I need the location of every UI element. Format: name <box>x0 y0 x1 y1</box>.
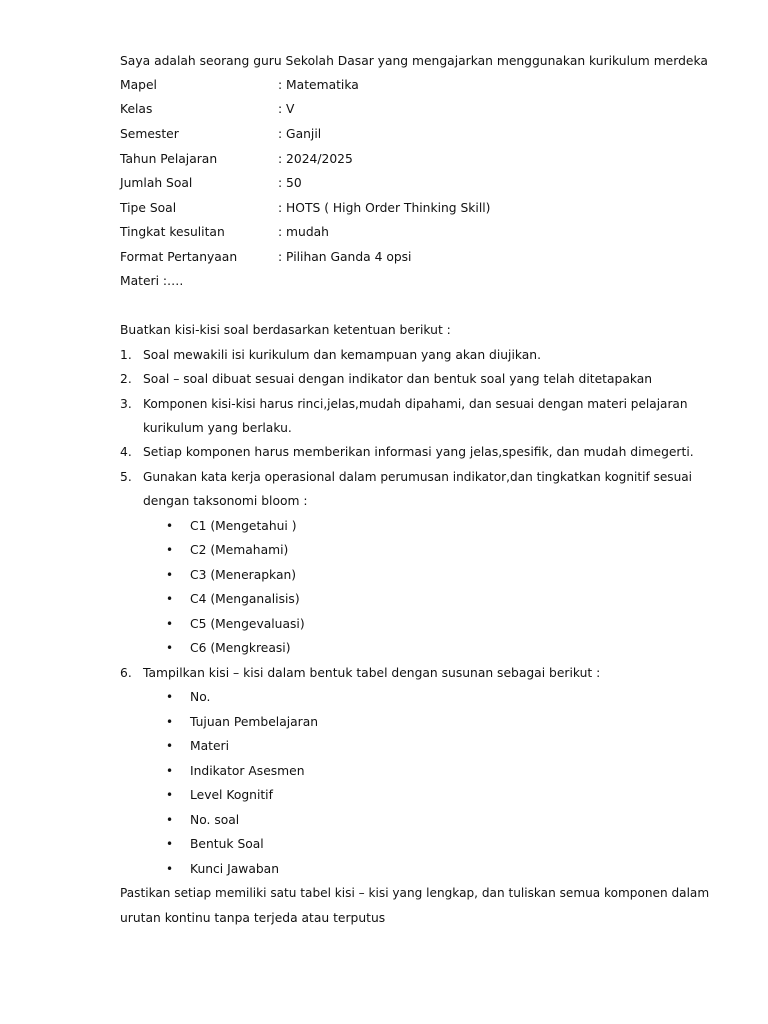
materi-line: Materi :…. <box>120 274 184 288</box>
field-key-semester: Semester <box>120 127 179 141</box>
table-column-name: Kunci Jawaban <box>190 862 280 876</box>
field-value-mapel: : Matematika <box>278 78 359 92</box>
list-number: 4. <box>120 445 132 459</box>
field-key-tipe-soal: Tipe Soal <box>120 201 177 215</box>
list-item-text-continued: kurikulum yang berlaku. <box>143 421 292 435</box>
bloom-level: C1 (Mengetahui ) <box>190 519 297 533</box>
field-key-format-pertanyaan: Format Pertanyaan <box>120 250 238 264</box>
list-item-text: Setiap komponen harus memberikan informasi yang jelas,spesifik, dan mudah dimegerti. <box>143 445 694 459</box>
field-key-mapel: Mapel <box>120 78 157 92</box>
bullet-icon: • <box>166 813 174 827</box>
bloom-level: C2 (Memahami) <box>190 543 289 557</box>
bloom-level: C4 (Menganalisis) <box>190 592 300 606</box>
list-item-text: Soal mewakili isi kurikulum dan kemampuan yang akan diujikan. <box>143 348 542 362</box>
list-item-text: Gunakan kata kerja operasional dalam perumusan indikator,dan tingkatkan kognitif sesuai <box>143 470 693 484</box>
closing-paragraph-line: Pastikan setiap memiliki satu tabel kisi – kisi yang lengkap, dan tuliskan semua komponen dalam <box>120 886 710 900</box>
field-key-jumlah-soal: Jumlah Soal <box>120 176 193 190</box>
field-value-format-pertanyaan: : Pilihan Ganda 4 opsi <box>278 250 412 264</box>
bloom-level: C6 (Mengkreasi) <box>190 641 291 655</box>
bullet-icon: • <box>166 764 174 778</box>
bullet-icon: • <box>166 862 174 876</box>
table-column-name: Materi <box>190 739 230 753</box>
list-item-text: Soal – soal dibuat sesuai dengan indikator dan bentuk soal yang telah ditetapakan <box>143 372 653 386</box>
list-number: 6. <box>120 666 132 680</box>
field-value-semester: : Ganjil <box>278 127 322 141</box>
bullet-icon: • <box>166 592 174 606</box>
list-number: 1. <box>120 348 132 362</box>
closing-paragraph-line: urutan kontinu tanpa terjeda atau terputus <box>120 911 386 925</box>
bullet-icon: • <box>166 837 174 851</box>
table-column-name: Level Kognitif <box>190 788 273 802</box>
list-number: 3. <box>120 397 132 411</box>
bullet-icon: • <box>166 641 174 655</box>
field-value-tahun-pelajaran: : 2024/2025 <box>278 152 353 166</box>
bullet-icon: • <box>166 617 174 631</box>
table-column-name: Bentuk Soal <box>190 837 264 851</box>
list-item-text: Komponen kisi-kisi harus rinci,jelas,mudah dipahami, dan sesuai dengan materi pelajaran <box>143 397 688 411</box>
field-key-tingkat-kesulitan: Tingkat kesulitan <box>120 225 225 239</box>
field-key-kelas: Kelas <box>120 102 153 116</box>
bullet-icon: • <box>166 690 174 704</box>
list-item-text-continued: dengan taksonomi bloom : <box>143 494 308 508</box>
field-value-jumlah-soal: : 50 <box>278 176 302 190</box>
bullet-icon: • <box>166 788 174 802</box>
field-value-tipe-soal: : HOTS ( High Order Thinking Skill) <box>278 201 491 215</box>
table-column-name: No. <box>190 690 211 704</box>
list-item-text: Tampilkan kisi – kisi dalam bentuk tabel dengan susunan sebagai berikut : <box>143 666 601 680</box>
table-column-name: Tujuan Pembelajaran <box>190 715 319 729</box>
bullet-icon: • <box>166 739 174 753</box>
list-number: 2. <box>120 372 132 386</box>
intro-line: Saya adalah seorang guru Sekolah Dasar yang mengajarkan menggunakan kurikulum merdeka <box>120 54 708 68</box>
bullet-icon: • <box>166 715 174 729</box>
field-value-kelas: : V <box>278 102 295 116</box>
bullet-icon: • <box>166 568 174 582</box>
bullet-icon: • <box>166 519 174 533</box>
bloom-level: C5 (Mengevaluasi) <box>190 617 305 631</box>
bullet-icon: • <box>166 543 174 557</box>
field-value-tingkat-kesulitan: : mudah <box>278 225 329 239</box>
table-column-name: No. soal <box>190 813 240 827</box>
bloom-level: C3 (Menerapkan) <box>190 568 297 582</box>
field-key-tahun-pelajaran: Tahun Pelajaran <box>120 152 218 166</box>
list-number: 5. <box>120 470 132 484</box>
table-column-name: Indikator Asesmen <box>190 764 305 778</box>
instruction-line: Buatkan kisi-kisi soal berdasarkan ketentuan berikut : <box>120 323 451 337</box>
